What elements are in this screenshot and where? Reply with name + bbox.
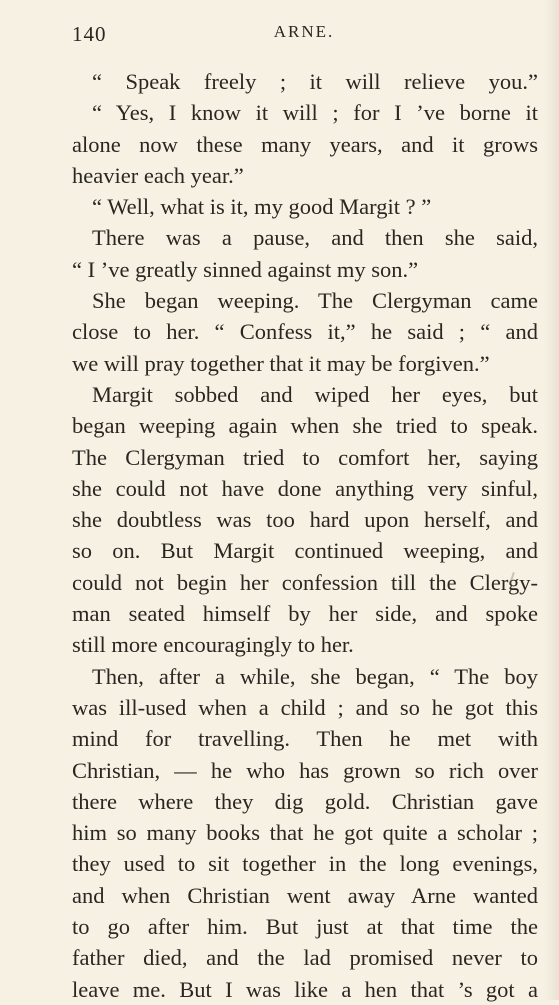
text-line: still more encouragingly to her. [72, 632, 354, 658]
text-line: began weeping again when she tried to speak. [72, 413, 538, 439]
page-header [72, 22, 536, 52]
text-line: they used to sit together in the long evenings, [72, 851, 538, 877]
text-line: him so many books that he got quite a scholar ; [72, 820, 538, 846]
text-line: The Clergyman tried to comfort her, saying [72, 444, 538, 470]
text-line: Christian, — he who has grown so rich over [72, 757, 538, 783]
text-line: we will pray together that it may be forgiven.” [72, 350, 490, 376]
text-line: alone now these many years, and it grows [72, 131, 538, 157]
text-line: Margit sobbed and wiped her eyes, but [92, 381, 538, 407]
text-line: she doubtless was too hard upon herself, and [72, 507, 538, 533]
text-line: father died, and the lad promised never to [72, 945, 538, 971]
text-line: “ Speak freely ; it will relieve you.” [92, 69, 538, 94]
page-edge-shadow [545, 0, 559, 1000]
text-line: heavier each year.” [72, 162, 244, 188]
text-line: man seated himself by her side, and spoke [72, 601, 538, 627]
text-line: so on. But Margit continued weeping, and [72, 538, 538, 564]
text-line: was ill-used when a child ; and so he got this [72, 694, 538, 720]
text-line: She began weeping. The Clergyman came [92, 288, 538, 314]
text-line: mind for travelling. Then he met with [72, 726, 538, 752]
text-line: There was a pause, and then she said, [92, 225, 538, 251]
text-line: “ Well, what is it, my good Margit ? ” [92, 194, 432, 220]
text-line: close to her. “ Confess it,” he said ; “ and [72, 319, 538, 345]
text-line: leave me. But I was like a hen that ’s got a [72, 976, 538, 1002]
text-line: and when Christian went away Arne wanted [72, 882, 538, 908]
text-line: could not begin her confession till the Clergy- [72, 569, 538, 595]
body-text [72, 66, 538, 1005]
text-line: “ Yes, I know it will ; for I ’ve borne it [92, 100, 538, 126]
page-number: 140 [72, 22, 107, 46]
text-line: there where they dig gold. Christian gave [72, 788, 538, 814]
text-line: she could not have done anything very sinful, [72, 475, 538, 501]
running-head: ARNE. [273, 22, 335, 41]
text-line: “ I ’ve greatly sinned against my son.” [72, 256, 419, 282]
text-line: Then, after a while, she began, “ The boy [92, 663, 538, 689]
text-line: to go after him. But just at that time the [72, 914, 538, 940]
